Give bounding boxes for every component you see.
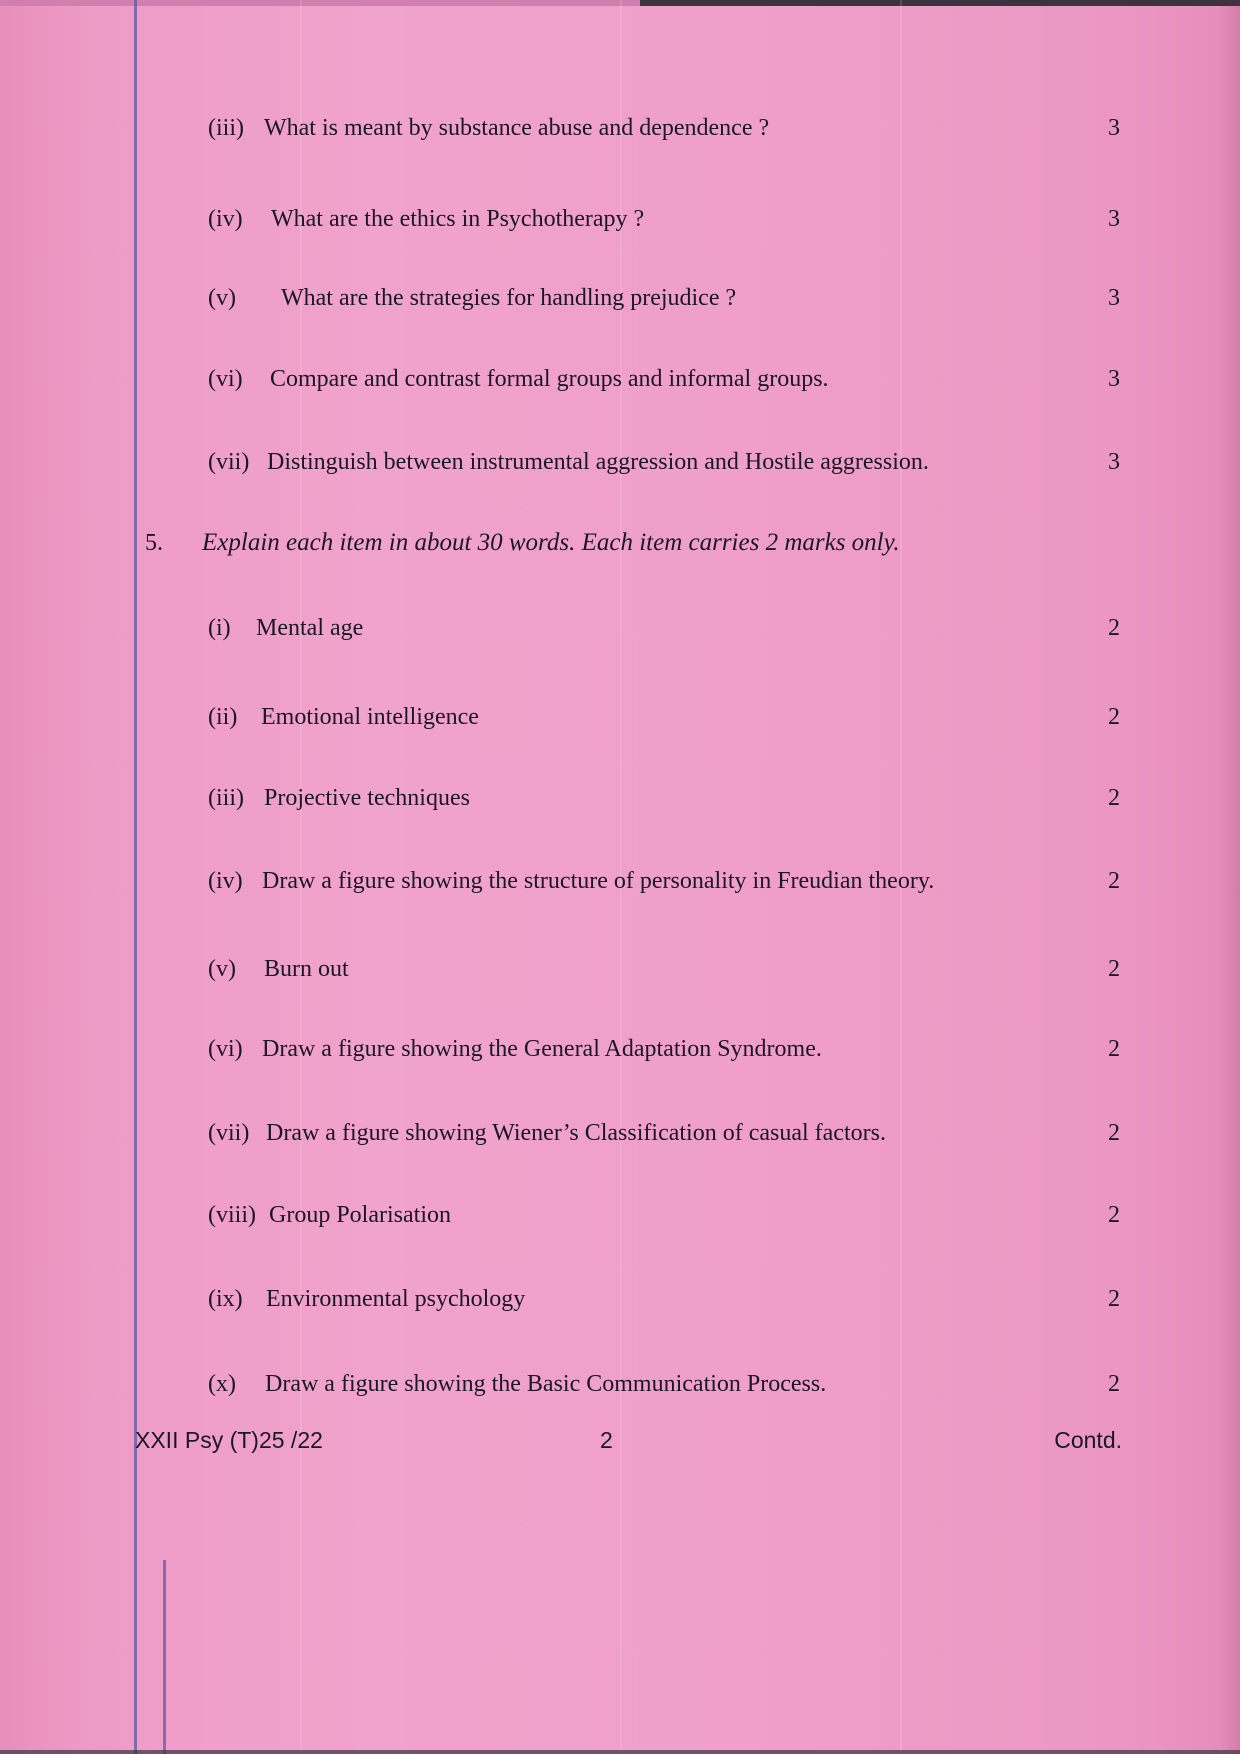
margin-line	[134, 0, 137, 1754]
question-number: (iii)	[208, 785, 244, 811]
question-marks: 2	[1108, 1286, 1120, 1312]
question-marks: 2	[1108, 1371, 1120, 1397]
question-number: (viii)	[208, 1202, 256, 1228]
question-number: (x)	[208, 1371, 236, 1397]
question-text: Distinguish between instrumental aggression and Hostile aggression.	[267, 449, 929, 475]
page-number: 2	[600, 1427, 613, 1453]
question-text: Draw a figure showing Wiener’s Classification of casual factors.	[266, 1120, 886, 1146]
question-number: (v)	[208, 285, 236, 311]
continued-label: Contd.	[1054, 1427, 1122, 1453]
question-number: (vii)	[208, 449, 250, 475]
question-number: (iii)	[208, 115, 244, 141]
question-text: Draw a figure showing the General Adaptation Syndrome.	[262, 1036, 822, 1062]
question-number: (vi)	[208, 1036, 243, 1062]
question-text: What are the ethics in Psychotherapy ?	[271, 206, 645, 232]
scan-right-shadow	[1218, 0, 1240, 1754]
margin-line-lower	[163, 1560, 166, 1754]
question-number: (vi)	[208, 366, 243, 392]
question-marks: 2	[1108, 868, 1120, 894]
question-number: (i)	[208, 615, 231, 641]
section-number: 5.	[145, 530, 163, 556]
question-marks: 2	[1108, 785, 1120, 811]
scan-top-edge-light	[0, 0, 640, 6]
question-text: Emotional intelligence	[261, 704, 479, 730]
question-text: Burn out	[264, 956, 349, 982]
question-marks: 2	[1108, 956, 1120, 982]
question-text: Draw a figure showing the Basic Communication Process.	[265, 1371, 827, 1397]
question-text: Compare and contrast formal groups and informal groups.	[270, 366, 829, 392]
question-marks: 2	[1108, 1036, 1120, 1062]
scan-bottom-edge	[0, 1750, 1240, 1754]
question-text: Projective techniques	[264, 785, 470, 811]
paper-code: XXII Psy (T)25 /22	[135, 1427, 323, 1453]
question-marks: 2	[1108, 1202, 1120, 1228]
question-marks: 3	[1108, 115, 1120, 141]
question-marks: 3	[1108, 449, 1120, 475]
question-text: What is meant by substance abuse and dependence ?	[264, 115, 770, 141]
question-text: Environmental psychology	[266, 1286, 526, 1312]
question-number: (ii)	[208, 704, 238, 730]
question-text: What are the strategies for handling prejudice ?	[281, 285, 737, 311]
question-marks: 3	[1108, 285, 1120, 311]
question-marks: 2	[1108, 615, 1120, 641]
question-number: (iv)	[208, 206, 243, 232]
question-text: Draw a figure showing the structure of personality in Freudian theory.	[262, 868, 935, 894]
question-number: (ix)	[208, 1286, 243, 1312]
section-instruction: Explain each item in about 30 words. Each item carries 2 marks only.	[202, 529, 900, 556]
question-marks: 2	[1108, 1120, 1120, 1146]
question-number: (iv)	[208, 868, 243, 894]
question-marks: 3	[1108, 206, 1120, 232]
question-number: (v)	[208, 956, 236, 982]
question-marks: 2	[1108, 704, 1120, 730]
question-text: Mental age	[256, 615, 364, 641]
question-text: Group Polarisation	[269, 1202, 451, 1228]
question-number: (vii)	[208, 1120, 250, 1146]
question-marks: 3	[1108, 366, 1120, 392]
